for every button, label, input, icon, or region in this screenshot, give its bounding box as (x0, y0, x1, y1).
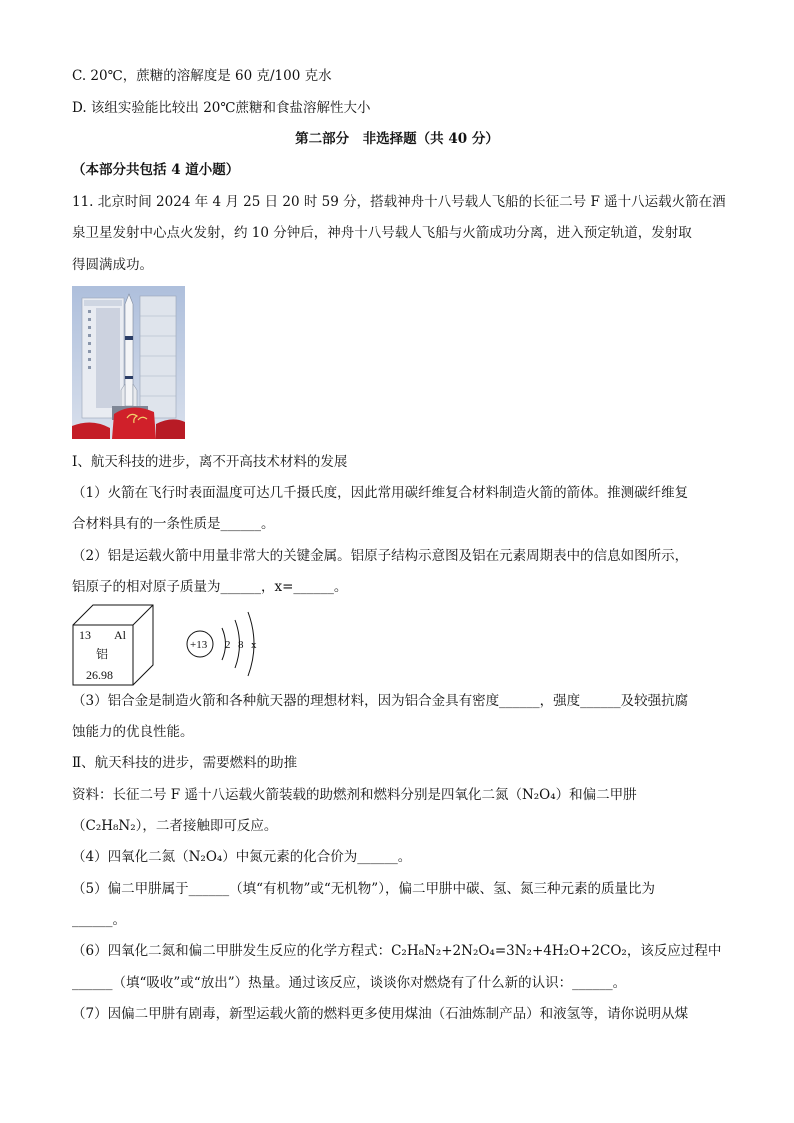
q11-intro-line-3: 得圆满成功。 (72, 257, 153, 273)
q2-line-2: 铝原子的相对原子质量为______，x=______。 (72, 579, 348, 595)
part1-heading: Ⅰ、航天科技的进步，离不开高技术材料的发展 (72, 454, 348, 470)
q1-line-1: （1）火箭在飞行时表面温度可达几千摄氏度，因此常用碳纤维复合材料制造火箭的箭体。推测碳纤维复 (72, 485, 689, 501)
element-symbol: Al (114, 628, 126, 642)
q1-line-2: 合材料具有的一条性质是______。 (72, 516, 275, 532)
q2-line-1: （2）铝是运载火箭中用量非常大的关键金属。铝原子结构示意图及铝在元素周期表中的信息如图所示， (72, 548, 689, 564)
part2-heading: Ⅱ、航天科技的进步，需要燃料的助推 (72, 755, 298, 771)
q3-line-2: 蚀能力的优良性能。 (72, 724, 194, 740)
q3-line-1: （3）铝合金是制造火箭和各种航天器的理想材料，因为铝合金具有密度______，强度______及较强抗腐 (72, 693, 689, 709)
material-line-2: （C₂H₈N₂），二者接触即可反应。 (72, 818, 278, 834)
q5-line-1: （5）偏二甲肼属于______（填“有机物”或“无机物”），偏二甲肼中碳、氢、氮三种元素的质量比为 (72, 881, 655, 897)
element-mass: 26.98 (86, 668, 113, 682)
section-note: （本部分共包括 4 道小题） (72, 162, 240, 178)
q7-line-1: （7）因偏二甲肼有剧毒，新型运载火箭的燃料更多使用煤油（石油炼制产品）和液氢等，请你说明从煤 (72, 1006, 689, 1022)
aluminium-atom-diagram (184, 606, 264, 680)
electron-shell-1: 2 (225, 639, 231, 651)
rocket-launch-photo (72, 286, 185, 439)
option-d: D. 该组实验能比较出 20℃蔗糖和食盐溶解性大小 (72, 100, 371, 116)
q4-line: （4）四氧化二氮（N₂O₄）中氮元素的化合价为______。 (72, 849, 412, 865)
option-c: C. 20℃，蔗糖的溶解度是 60 克/100 克水 (72, 68, 332, 84)
electron-shell-3: x (251, 639, 257, 651)
material-line-1: 资料：长征二号 F 遥十八运载火箭装载的助燃剂和燃料分别是四氧化二氮（N₂O₄）和偏二甲肼 (72, 787, 637, 803)
q11-intro-line-1: 11. 北京时间 2024 年 4 月 25 日 20 时 59 分，搭载神舟十八号载人飞船的长征二号 F 遥十八运载火箭在酒 (72, 194, 726, 210)
element-number: 13 (79, 628, 91, 642)
q11-intro-line-2: 泉卫星发射中心点火发射，约 10 分钟后，神舟十八号载人飞船与火箭成功分离，进入预定轨道，发射取 (72, 225, 692, 241)
q5-line-2: ______。 (72, 912, 126, 928)
q6-line-1: （6）四氧化二氮和偏二甲肼发生反应的化学方程式：C₂H₈N₂+2N₂O₄=3N₂+4H₂O+2CO₂，该反应过程中 (72, 943, 722, 959)
nucleus-charge: +13 (190, 639, 208, 651)
aluminium-element-cell (72, 604, 154, 686)
section-title: 第二部分 非选择题（共 40 分） (295, 131, 499, 147)
electron-shell-2: 8 (238, 639, 244, 651)
rocket-launch-illustration (72, 286, 185, 439)
element-name: 铝 (96, 647, 109, 661)
q6-line-2: ______（填“吸收”或“放出”）热量。通过该反应，谈谈你对燃烧有了什么新的认识：______。 (72, 975, 627, 991)
